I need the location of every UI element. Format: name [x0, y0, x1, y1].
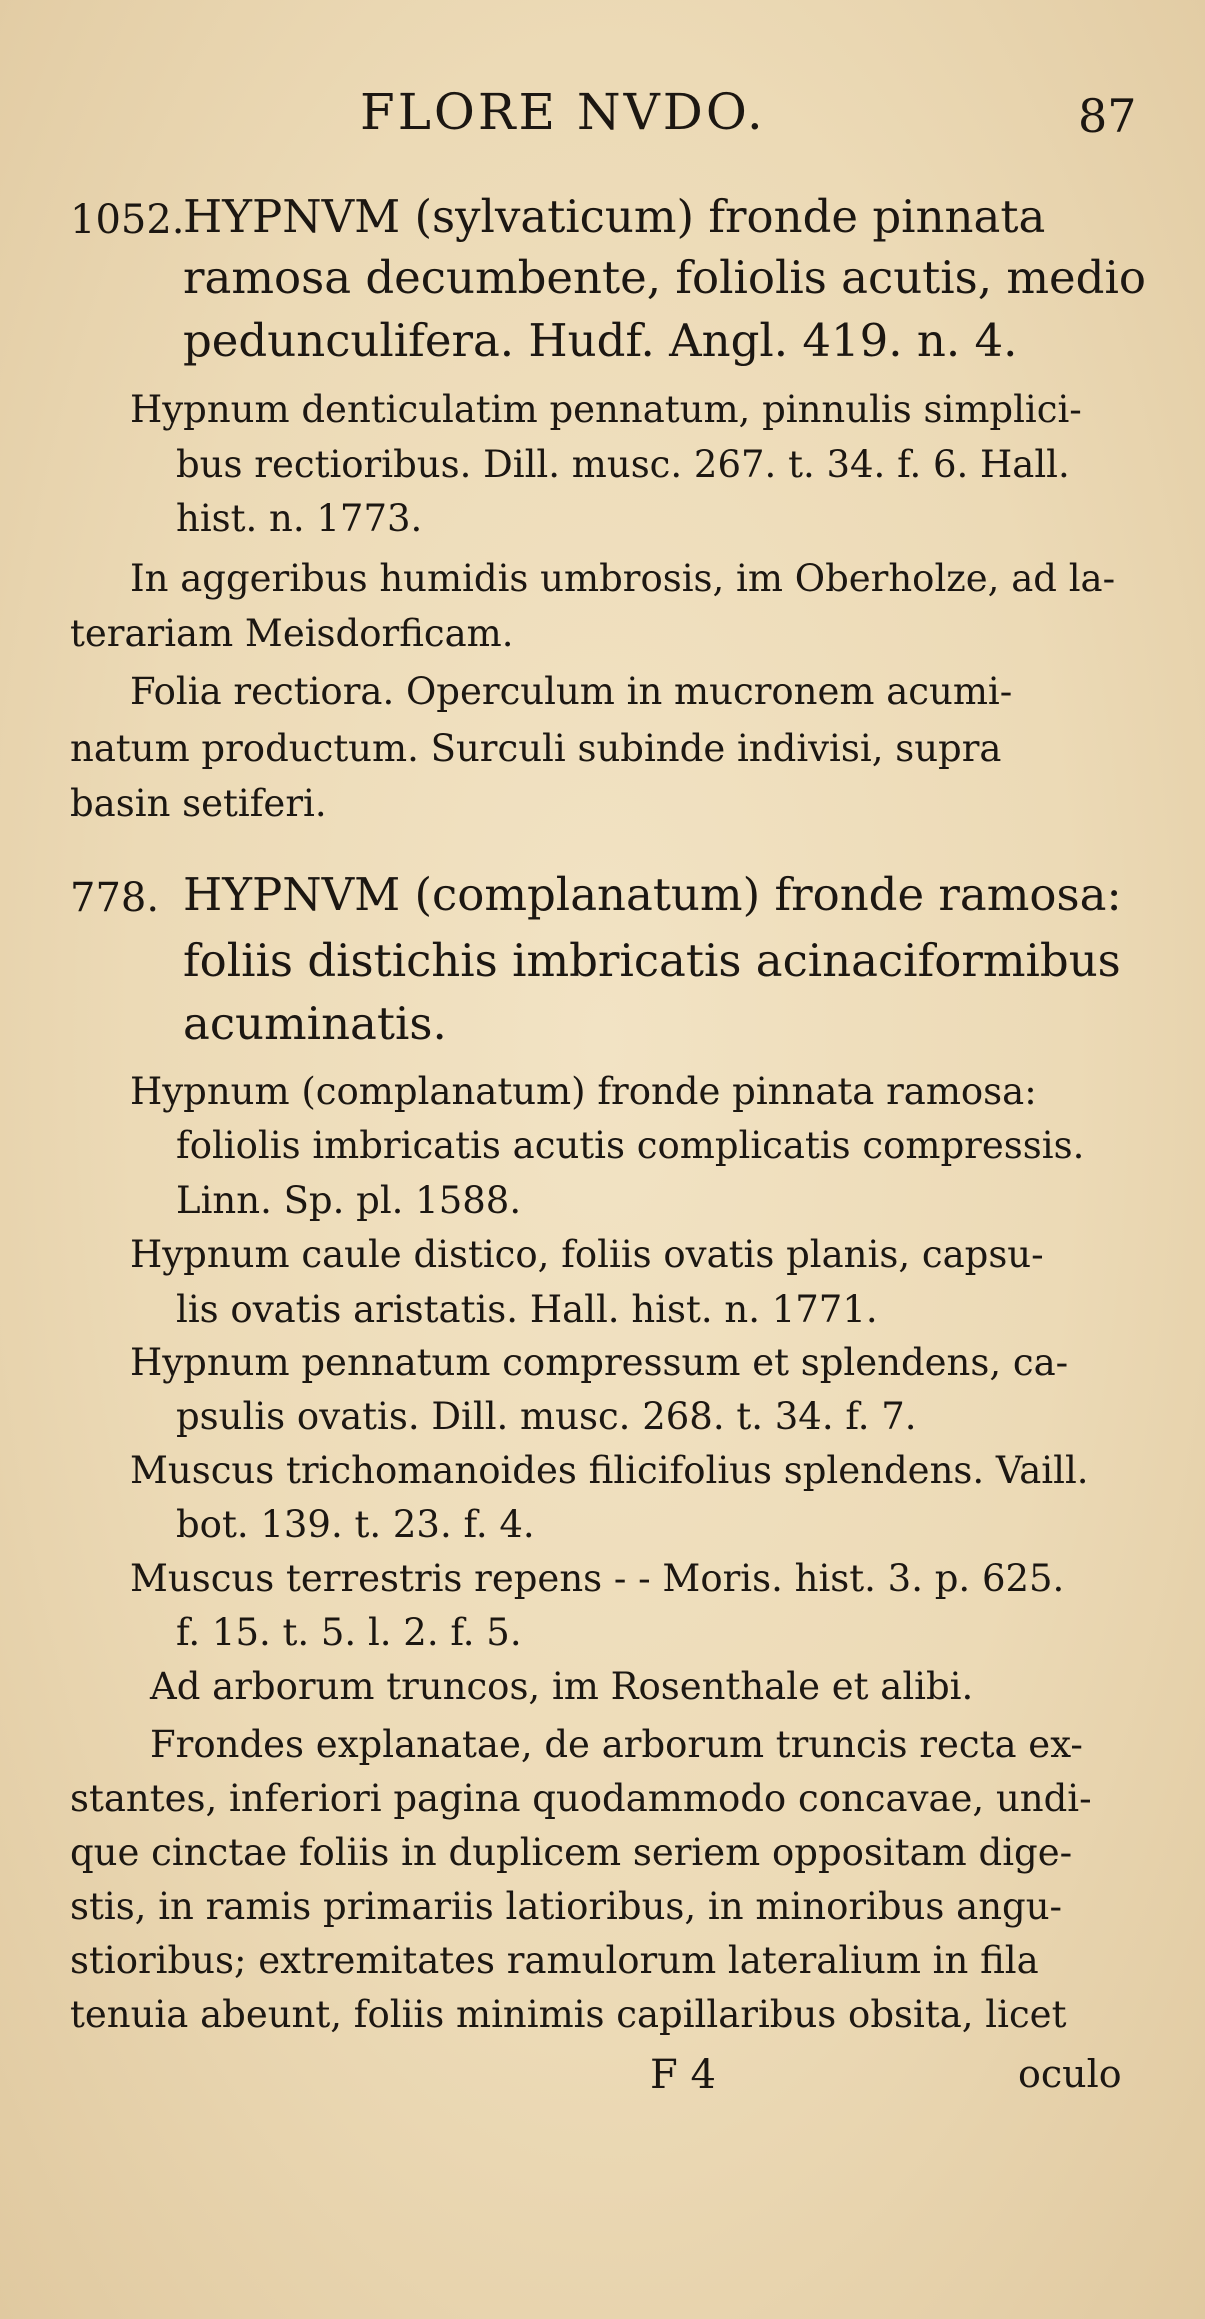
note-line: que cinctae foliis in duplicem seriem oppositam dige-: [70, 1831, 1073, 1874]
note-line: basin setiferi.: [70, 782, 327, 825]
synonym-line: Hypnum caule distico, foliis ovatis planis, capsu-: [130, 1233, 1044, 1276]
note-line: stis, in ramis primariis latioribus, in minoribus angu-: [70, 1885, 1063, 1928]
note-line: Frondes explanatae, de arborum truncis recta ex-: [150, 1723, 1083, 1766]
entry-title-line: pedunculifera. Hudf. Angl. 419. n. 4.: [183, 314, 1018, 367]
entry-title-line: acuminatis.: [183, 997, 447, 1050]
synonym-line: Hypnum pennatum compressum et splendens, ca-: [130, 1341, 1069, 1384]
entry-title-line: HYPNVM (complanatum) fronde ramosa:: [183, 868, 1122, 921]
synonym-line: Hypnum denticulatim pennatum, pinnulis simplici-: [130, 388, 1082, 431]
entry-number: 778.: [70, 875, 160, 921]
synonym-line: Muscus trichomanoides filicifolius splendens. Vaill.: [130, 1449, 1089, 1492]
habitat-line: In aggeribus humidis umbrosis, im Oberholze, ad la-: [130, 557, 1116, 600]
synonym-line: f. 15. t. 5. l. 2. f. 5.: [176, 1611, 522, 1654]
note-line: stioribus; extremitates ramulorum lateralium in fila: [70, 1939, 1039, 1982]
note-line: Folia rectiora. Operculum in mucronem acumi-: [130, 670, 1013, 713]
catchword: oculo: [1018, 2052, 1122, 2096]
note-line: natum productum. Surculi subinde indivisi, supra: [70, 727, 1002, 770]
running-head: FLORE NVDO.: [360, 83, 766, 141]
entry-number: 1052.: [70, 197, 185, 243]
synonym-line: Hypnum (complanatum) fronde pinnata ramosa:: [130, 1070, 1037, 1113]
synonym-line: bot. 139. t. 23. f. 4.: [176, 1503, 535, 1546]
page-footer: [0, 2052, 1205, 2112]
entry-title-line: foliis distichis imbricatis acinaciformibus: [183, 934, 1121, 987]
entry-title-line: HYPNVM (sylvaticum) fronde pinnata: [183, 190, 1046, 243]
synonym-line: Muscus terrestris repens - - Moris. hist. 3. p. 625.: [130, 1557, 1065, 1600]
entry-title-line: ramosa decumbente, foliolis acutis, medio: [183, 251, 1146, 304]
synonym-line: psulis ovatis. Dill. musc. 268. t. 34. f. 7.: [176, 1395, 917, 1438]
note-line: tenuia abeunt, foliis minimis capillaribus obsita, licet: [70, 1993, 1067, 2036]
synonym-line: lis ovatis aristatis. Hall. hist. n. 1771.: [176, 1288, 878, 1331]
habitat-line: terariam Meisdorficam.: [70, 612, 514, 655]
habitat-line: Ad arborum truncos, im Rosenthale et alibi.: [150, 1665, 974, 1708]
synonym-line: bus rectioribus. Dill. musc. 267. t. 34. f. 6. Hall.: [176, 443, 1070, 486]
page-header: [0, 82, 1205, 142]
synonym-line: foliolis imbricatis acutis complicatis compressis.: [176, 1124, 1085, 1167]
synonym-line: Linn. Sp. pl. 1588.: [176, 1179, 522, 1222]
synonym-line: hist. n. 1773.: [176, 497, 423, 540]
note-line: stantes, inferiori pagina quodammodo concavae, undi-: [70, 1777, 1092, 1820]
signature-mark: F 4: [650, 2052, 716, 2098]
page-number: 87: [1078, 89, 1137, 143]
